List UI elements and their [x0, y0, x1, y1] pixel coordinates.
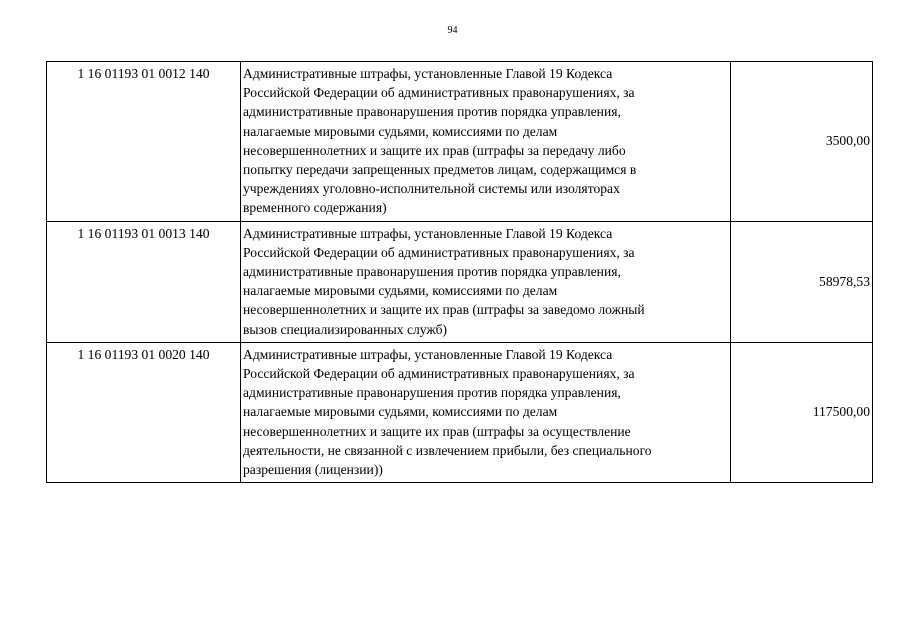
description-line: временного содержания): [243, 200, 387, 216]
description-line: Административные штрафы, установленные Главой 19 Кодекса: [243, 225, 613, 241]
revenue-description: [241, 62, 731, 222]
table-row: [47, 62, 873, 222]
description-line: деятельности, не связанной с извлечением прибыли, без специального: [243, 442, 652, 458]
budget-classification-code: 1 16 01193 01 0013 140: [47, 221, 241, 342]
page-number: 94: [447, 25, 458, 36]
description-line: Административные штрафы, установленные Главой 19 Кодекса: [243, 66, 613, 81]
description-line: Российской Федерации об административных правонарушениях, за: [243, 244, 635, 260]
revenue-description: [241, 342, 731, 482]
budget-revenue-table: [46, 61, 873, 483]
revenue-description: [241, 221, 731, 342]
description-line: попытку передачи запрещенных предметов лицам, содержащимся в: [243, 162, 637, 178]
table-row: [47, 342, 873, 482]
description-line: административные правонарушения против порядка управления,: [243, 104, 621, 120]
description-line: административные правонарушения против порядка управления,: [243, 385, 621, 401]
description-line: несовершеннолетних и защите их прав (штрафы за заведомо ложный: [243, 302, 645, 318]
description-line: налагаемые мировыми судьями, комиссиями по делам: [243, 123, 558, 139]
budget-classification-code: 1 16 01193 01 0020 140: [47, 342, 241, 482]
description-line: налагаемые мировыми судьями, комиссиями по делам: [243, 283, 558, 299]
description-line: налагаемые мировыми судьями, комиссиями по делам: [243, 404, 558, 420]
amount: 3500,00: [731, 62, 873, 222]
description-line: разрешения (лицензии)): [243, 462, 383, 478]
amount: 58978,53: [731, 221, 873, 342]
amount: 117500,00: [731, 342, 873, 482]
budget-classification-code: 1 16 01193 01 0012 140: [47, 62, 241, 222]
description-line: Административные штрафы, установленные Главой 19 Кодекса: [243, 346, 613, 362]
description-line: административные правонарушения против порядка управления,: [243, 264, 621, 280]
description-line: вызов специализированных служб): [243, 321, 448, 337]
description-line: несовершеннолетних и защите их прав (штрафы за осуществление: [243, 423, 631, 439]
table-row: [47, 221, 873, 342]
description-line: учреждениях уголовно-исполнительной системы или изоляторах: [243, 181, 620, 197]
description-line: Российской Федерации об административных правонарушениях, за: [243, 366, 635, 382]
description-line: несовершеннолетних и защите их прав (штрафы за передачу либо: [243, 142, 626, 158]
description-line: Российской Федерации об административных правонарушениях, за: [243, 85, 635, 101]
